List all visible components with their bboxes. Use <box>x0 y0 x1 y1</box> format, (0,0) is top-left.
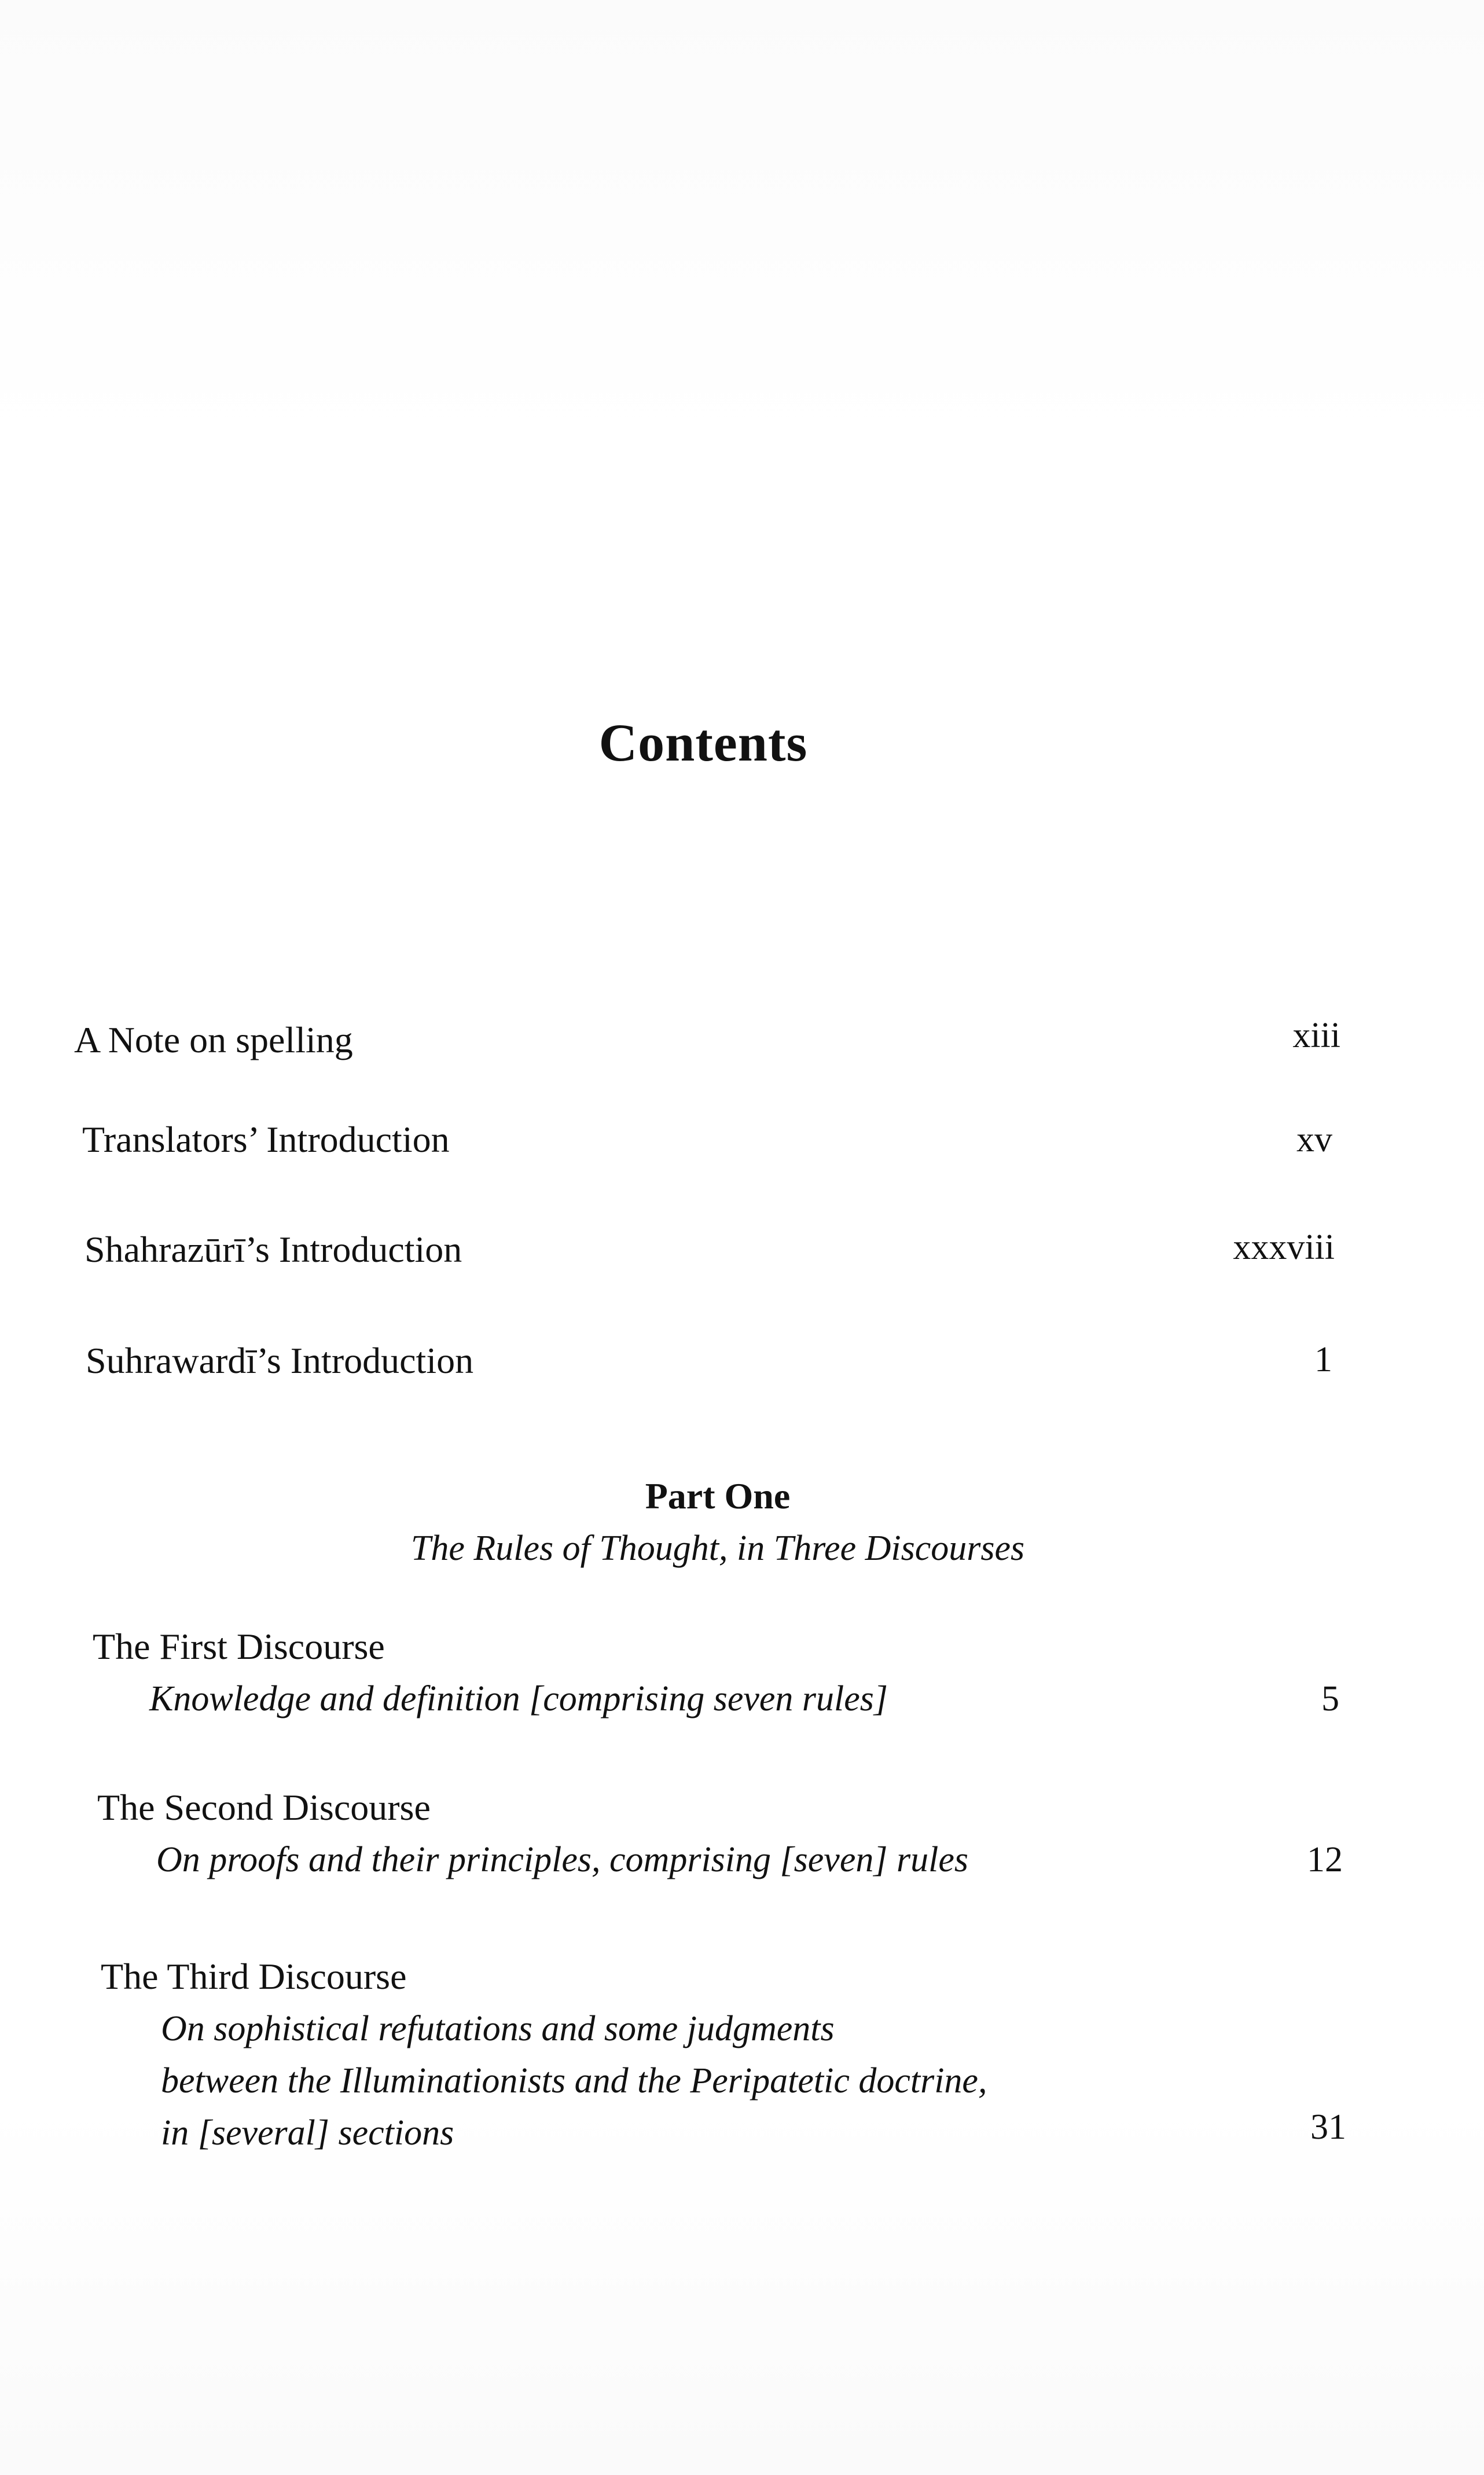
toc-entry-page: 31 <box>1310 2107 1346 2147</box>
part-one-heading: Part One <box>645 1475 791 1516</box>
discourse-subtitle: Knowledge and definition [comprising seven rules] <box>149 1679 888 1718</box>
toc-entry-page: 1 <box>1314 1340 1332 1379</box>
toc-entry-page: xxxviii <box>1233 1228 1335 1267</box>
discourse-title: The First Discourse <box>93 1626 385 1667</box>
toc-entry-page: 5 <box>1321 1679 1339 1718</box>
toc-entry-label: Translators’ Introduction <box>82 1119 450 1160</box>
discourse-subtitle-line: in [several] sections <box>161 2113 454 2153</box>
part-one-subtitle: The Rules of Thought, in Three Discourses <box>410 1529 1025 1568</box>
page-title: Contents <box>598 713 808 772</box>
discourse-title: The Second Discourse <box>97 1787 431 1828</box>
toc-entry-label: Shahrazūrī’s Introduction <box>85 1229 462 1270</box>
toc-entry-label: A Note on spelling <box>74 1019 353 1060</box>
discourse-subtitle: On proofs and their principles, comprising [seven] rules <box>156 1840 968 1879</box>
toc-entry-label: Suhrawardī’s Introduction <box>86 1340 474 1381</box>
discourse-subtitle-line: between the Illuminationists and the Peripatetic doctrine, <box>161 2061 987 2101</box>
toc-entry-page: 12 <box>1307 1840 1343 1879</box>
toc-entry-page: xiii <box>1292 1016 1340 1055</box>
discourse-subtitle-line: On sophistical refutations and some judgments <box>161 2009 835 2048</box>
toc-entry-page: xv <box>1296 1120 1332 1159</box>
discourse-title: The Third Discourse <box>101 1956 407 1997</box>
